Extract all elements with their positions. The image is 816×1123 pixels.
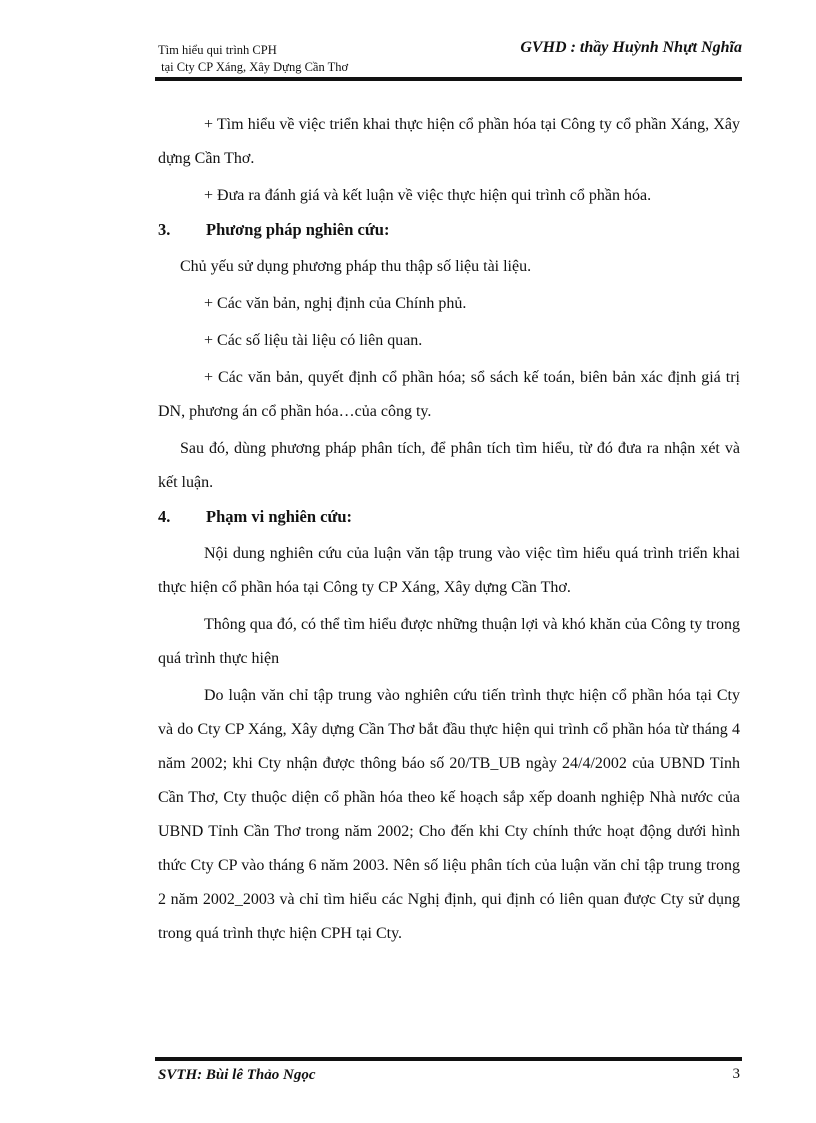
section-heading-4 <box>158 500 740 534</box>
header-topic-line2: tại Cty CP Xáng, Xây Dựng Cần Thơ <box>158 60 349 74</box>
header-left <box>158 42 348 76</box>
header-topic-line1: Tìm hiểu qui trình CPH <box>158 43 277 57</box>
paragraph-scope-2: Thông qua đó, có thể tìm hiểu được những thuận lợi và khó khăn của Công ty trong quá trình thực hiện <box>158 616 740 667</box>
paragraph-method-analysis: Sau đó, dùng phương pháp phân tích, để phân tích tìm hiểu, từ đó đưa ra nhận xét và kết luận. <box>158 440 740 491</box>
document-body <box>158 108 740 951</box>
section-number-4: 4. <box>158 507 171 526</box>
paragraph-method-intro: Chủ yếu sử dụng phương pháp thu thập số liệu tài liệu. <box>180 258 532 275</box>
footer-rule <box>155 1057 742 1061</box>
section-title-4: Phạm vi nghiên cứu: <box>206 507 353 526</box>
header-rule <box>155 77 742 81</box>
section-title-3: Phương pháp nghiên cứu: <box>206 220 390 239</box>
paragraph-method-1: + Các văn bản, nghị định của Chính phủ. <box>204 295 467 312</box>
paragraph-scope-1: Nội dung nghiên cứu của luận văn tập trung vào việc tìm hiểu quá trình triển khai thực hiện cổ phần hóa tại Công ty CP Xáng, Xây dựng Cần Thơ. <box>158 545 740 596</box>
header-advisor: GVHD : thầy Huỳnh Nhựt Nghĩa <box>520 39 742 56</box>
paragraph-objective-1: + Tìm hiểu về việc triển khai thực hiện cổ phần hóa tại Công ty cổ phần Xáng, Xây dựng Cần Thơ. <box>158 116 740 167</box>
page-number: 3 <box>732 1066 740 1082</box>
section-heading-3 <box>158 213 740 247</box>
paragraph-objective-2: + Đưa ra đánh giá và kết luận về việc thực hiện qui trình cổ phần hóa. <box>204 187 652 204</box>
footer-student: SVTH: Bùi lê Thảo Ngọc <box>158 1067 316 1083</box>
paragraph-scope-3: Do luận văn chỉ tập trung vào nghiên cứu tiến trình thực hiện cổ phần hóa tại Cty và do Cty CP Xáng, Xây dựng Cần Thơ bắt đầu thực hiện qui trình cổ phần hóa từ tháng 4 năm 2002; khi Cty nhận được thông báo số 20/TB_UB ngày 24/4/2002 của UBND Tỉnh Cần Thơ, Cty thuộc diện cổ phần hóa theo kế hoạch sắp xếp doanh nghiệp Nhà nước của UBND Tỉnh Cần Thơ trong năm 2002; Cho đến khi Cty chính thức hoạt động dưới hình thức Cty CP vào tháng 6 năm 2003. Nên số liệu phân tích của luận văn chỉ tập trung trong 2 năm 2002_2003 và chỉ tìm hiểu các Nghị định, qui định có liên quan được Cty sử dụng trong quá trình thực hiện CPH tại Cty. <box>158 687 740 942</box>
paragraph-method-2: + Các số liệu tài liệu có liên quan. <box>204 332 423 349</box>
paragraph-method-3: + Các văn bản, quyết định cổ phần hóa; sổ sách kế toán, biên bản xác định giá trị DN, phương án cổ phần hóa…của công ty. <box>158 369 740 420</box>
section-number-3: 3. <box>158 220 171 239</box>
